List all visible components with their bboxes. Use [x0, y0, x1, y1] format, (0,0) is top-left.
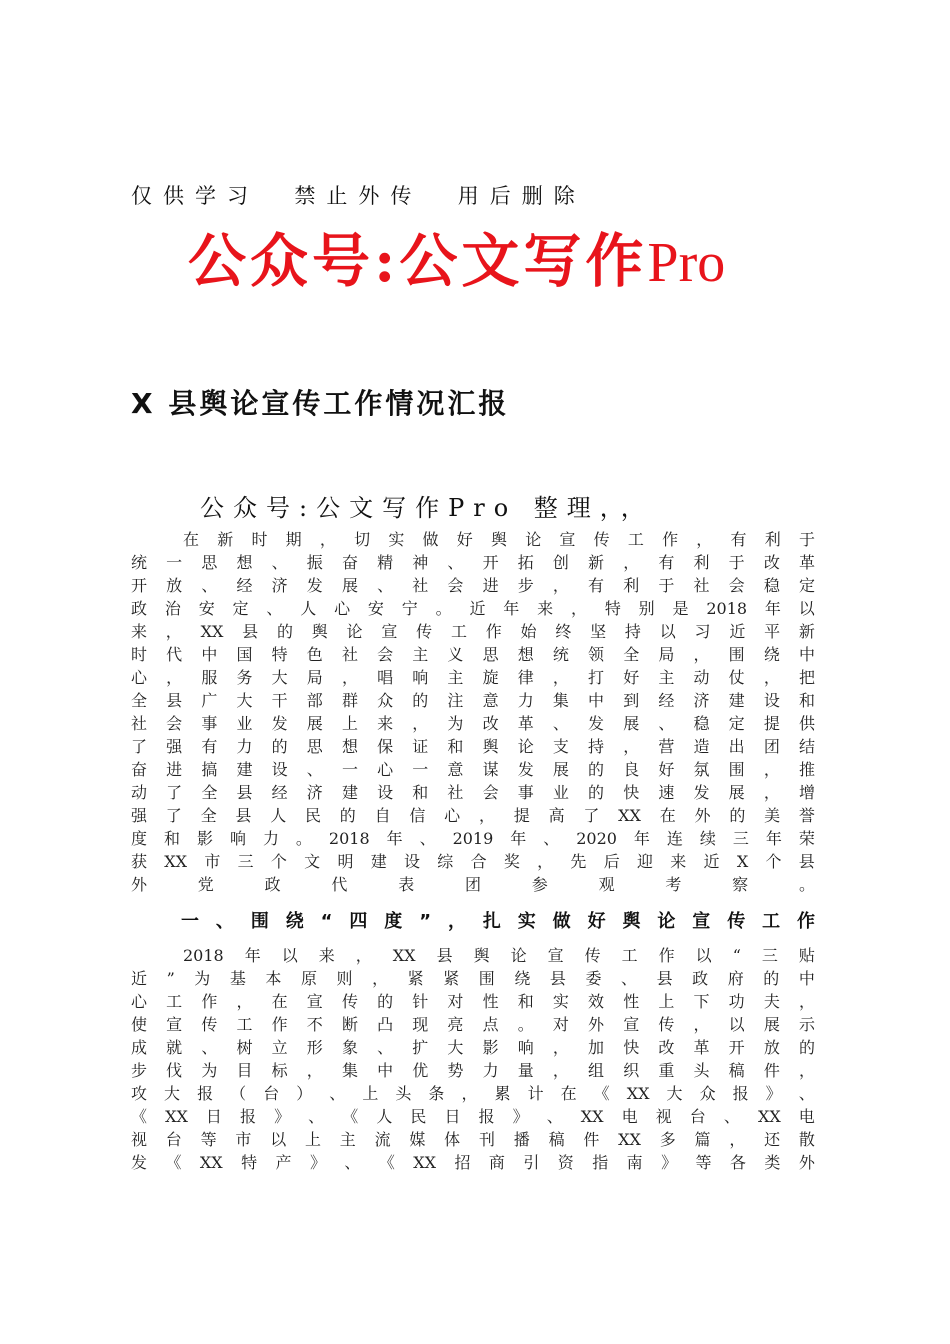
document-title: X 县舆论宣传工作情况汇报: [131, 387, 510, 420]
section-heading-1: 一 、 围 绕 “ 四 度 ” ， 扎 实 做 好 舆 论 宣 传 工 作: [181, 911, 815, 932]
paragraph-section-1: [131, 944, 815, 1174]
text-line: 成 就 、 树 立 形 象 、 扩 大 影 响 ， 加 快 改 革 开 放 的: [131, 1038, 815, 1057]
text-line: 心 工 作 ， 在 宣 传 的 针 对 性 和 实 效 性 上 下 功 夫 ，: [131, 992, 815, 1011]
brand-suffix: Pro: [647, 232, 726, 294]
text-line: 开 放 、 经 济 发 展 、 社 会 进 步 ， 有 利 于 社 会 稳 定: [131, 576, 815, 595]
text-line: 使 宣 传 工 作 不 断 凸 现 亮 点 。 对 外 宣 传 ， 以 展 示: [131, 1015, 815, 1034]
text-line: 步 伐 为 目 标 ， 集 中 优 势 力 量 ， 组 织 重 头 稿 件 ，: [131, 1061, 815, 1080]
text-line: 时 代 中 国 特 色 社 会 主 义 思 想 统 领 全 局 ， 围 绕 中: [131, 645, 815, 664]
text-line: 近 ” 为 基 本 原 则 ， 紧 紧 围 绕 县 委 、 县 政 府 的 中: [131, 969, 815, 988]
text-line: 在 新 时 期 ， 切 实 做 好 舆 论 宣 传 工 作 ， 有 利 于: [183, 530, 815, 549]
text-line: 攻 大 报 （ 台 ） 、 上 头 条 ， 累 计 在 《 XX 大 众 报 》 、: [131, 1084, 815, 1103]
document-subtitle: 公众号:公文写作Pro 整理，，: [200, 494, 654, 522]
text-line: 全 县 广 大 干 部 群 众 的 注 意 力 集 中 到 经 济 建 设 和: [131, 691, 815, 710]
text-line: 外 党 政 代 表 团 参 观 考 察 。: [131, 875, 815, 894]
text-line: 奋 进 搞 建 设 、 一 心 一 意 谋 发 展 的 良 好 氛 围 ， 推: [131, 760, 815, 779]
text-line: 来 ， XX 县 的 舆 论 宣 传 工 作 始 终 坚 持 以 习 近 平 新: [131, 622, 815, 641]
text-line: 统 一 思 想 、 振 奋 精 神 、 开 拓 创 新 ， 有 利 于 改 革: [131, 553, 815, 572]
usage-notice: 仅供学习 禁止外传 用后删除: [131, 184, 586, 208]
text-line: 获 XX 市 三 个 文 明 建 设 综 合 奖 ， 先 后 迎 来 近 X 个 县: [131, 852, 815, 871]
text-line: 心 ， 服 务 大 局 ， 唱 响 主 旋 律 ， 打 好 主 动 仗 ， 把: [131, 668, 815, 687]
text-line: 2018 年 以 来 ， XX 县 舆 论 宣 传 工 作 以 “ 三 贴: [183, 946, 815, 965]
text-line: 强 了 全 县 人 民 的 自 信 心 ， 提 高 了 XX 在 外 的 美 誉: [131, 806, 815, 825]
text-line: 《 XX 日 报 》 、 《 人 民 日 报 》 、 XX 电 视 台 、 XX 电: [131, 1107, 815, 1126]
text-line: 发 《 XX 特 产 》 、 《 XX 招 商 引 资 指 南 》 等 各 类 外: [131, 1153, 815, 1172]
paragraph-intro: [131, 528, 815, 896]
text-line: 了 强 有 力 的 思 想 保 证 和 舆 论 支 持 ， 营 造 出 团 结: [131, 737, 815, 756]
text-line: 社 会 事 业 发 展 上 来 ， 为 改 革 、 发 展 、 稳 定 提 供: [131, 714, 815, 733]
text-line: 度 和 影 响 力 。 2018 年 、 2019 年 、 2020 年 连 续 三 年 荣: [131, 829, 815, 848]
brand-name: 公众号:公文写作: [188, 227, 648, 295]
text-line: 视 台 等 市 以 上 主 流 媒 体 刊 播 稿 件 XX 多 篇 ， 还 散: [131, 1130, 815, 1149]
text-line: 动 了 全 县 经 济 建 设 和 社 会 事 业 的 快 速 发 展 ， 增: [131, 783, 815, 802]
text-line: 政 治 安 定 、 人 心 安 宁 。 近 年 来 ， 特 别 是 2018 年 以: [131, 599, 815, 618]
brand-banner: [188, 226, 725, 298]
